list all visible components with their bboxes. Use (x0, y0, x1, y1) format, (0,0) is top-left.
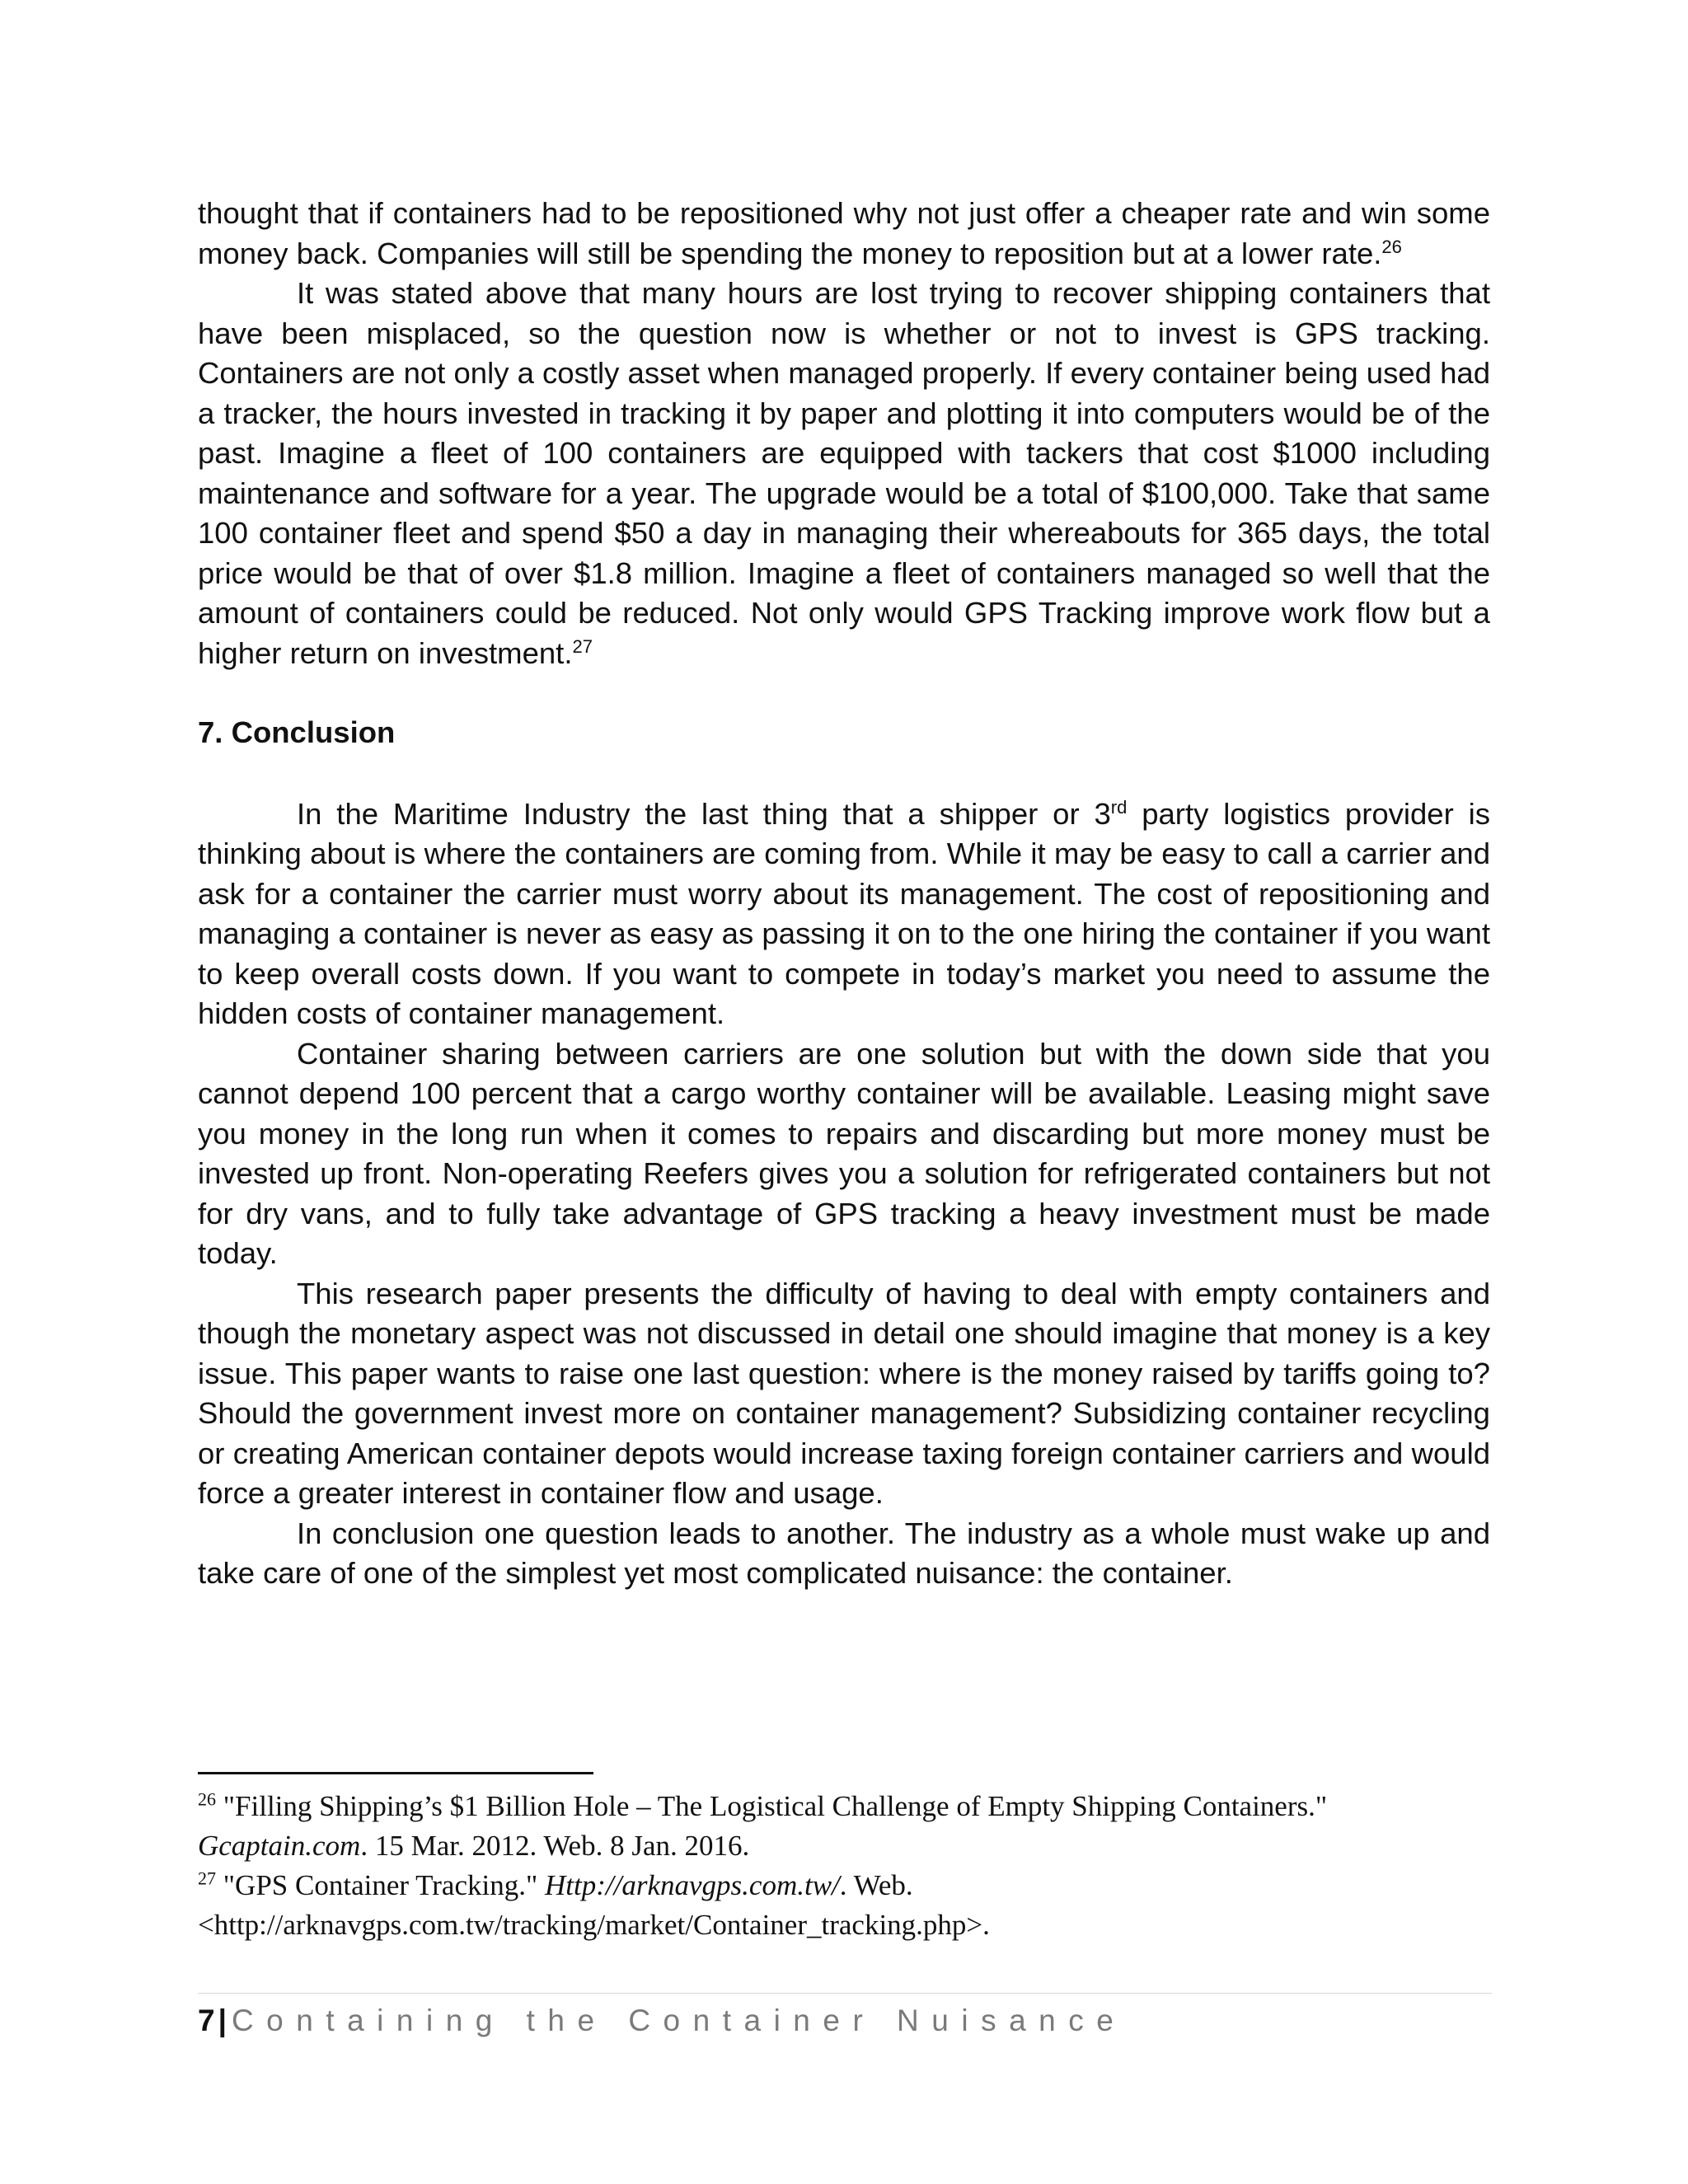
page-footer (198, 2001, 1126, 2041)
body-paragraph: thought that if containers had to be repositioned why not just offer a cheaper rate and win some money back. Companies will still be spending the money to reposition but at a lower rate.$^{26}$ (198, 196, 1490, 270)
body-paragraph: It was stated above that many hours are lost trying to recover shipping containers that have been misplaced, so the question now is whether or not to invest is GPS tracking. Containers are not only a costly asset when managed properly. If every container being used had a tracker, the hours invested in tracking it by paper and plotting it into computers would be of the past. Imagine a fleet of 100 containers are equipped with tackers that cost $1000 including maintenance and software for a year. The upgrade would be a total of $100,000. Take that same 100 container fleet and spend $50 a day in managing their whereabouts for 365 days, the total price would be that of over $1.8 million. Imagine a fleet of containers managed so well that the amount of containers could be reduced. Not only would GPS Tracking improve work flow but a higher return on investment.$^{27}$ (198, 276, 1490, 670)
conclusion-paragraph: This research paper presents the difficulty of having to deal with empty containers and though the monetary aspect was not discussed in detail one should imagine that money is a key issue. This paper wants to raise one last question: where is the money raised by tariffs going to? Should the government invest more on container management? Subsidizing container recycling or creating American container depots would increase taxing foreign container carriers and would force a greater interest in container flow and usage. (198, 1276, 1490, 1510)
conclusion-paragraph: Container sharing between carriers are one solution but with the down side that you cannot depend 100 percent that a cargo worthy container will be available. Leasing might save you money in the long run when it comes to repairs and discarding but more money must be invested up front. Non-operating Reefers gives you a solution for refrigerated containers but not for dry vans, and to fully take advantage of GPS tracking a heavy investment must be made today. (198, 1036, 1490, 1270)
page-body (198, 194, 1490, 1594)
footer-separator: | (218, 2004, 227, 2037)
footnote: $^{26}$ "Filling Shipping’s $1 Billion Hole – The Logistical Challenge of Empty Shipping Containers." Gcaptain.com. 15 Mar. 2012. Web. 8 Jan. 2016. (198, 1788, 1328, 1862)
footnote-ref[interactable]: 26 (1381, 236, 1402, 257)
footnote-link[interactable]: Http://arknavgps.com.tw/ (545, 1869, 840, 1901)
running-title: Containing the Container Nuisance (231, 2004, 1127, 2037)
footnote-divider (198, 1772, 593, 1774)
footnote-ref[interactable]: 27 (572, 635, 593, 657)
conclusion-paragraph: In the Maritime Industry the last thing that a shipper or 3rd party logistics provider is thinking about is where the containers are coming from. While it may be easy to call a carrier and ask for a container the carrier must worry about its management. The cost of repositioning and managing a container is never as easy as passing it on to the one hiring the container if you want to keep overall costs down. If you want to compete in today’s market you need to assume the hidden costs of container management. (198, 796, 1490, 1030)
footnote-number: 26 (198, 1788, 216, 1810)
conclusion-paragraph: In conclusion one question leads to another. The industry as a whole must wake up and take care of one of the simplest yet most complicated nuisance: the container. (198, 1516, 1490, 1590)
section-heading: 7. Conclusion (198, 715, 396, 749)
footnote: $^{27}$ "GPS Container Tracking." Http://arknavgps.com.tw/. Web. <http://arknavgps.com.tw/tracking/market/Container_tracking.php>. (198, 1868, 990, 1941)
page-number: 7 (198, 2004, 215, 2037)
footnote-number: 27 (198, 1868, 216, 1889)
footer-divider (198, 1993, 1492, 1994)
ordinal-suffix: rd (1110, 796, 1128, 818)
footnotes (198, 1787, 1490, 1945)
